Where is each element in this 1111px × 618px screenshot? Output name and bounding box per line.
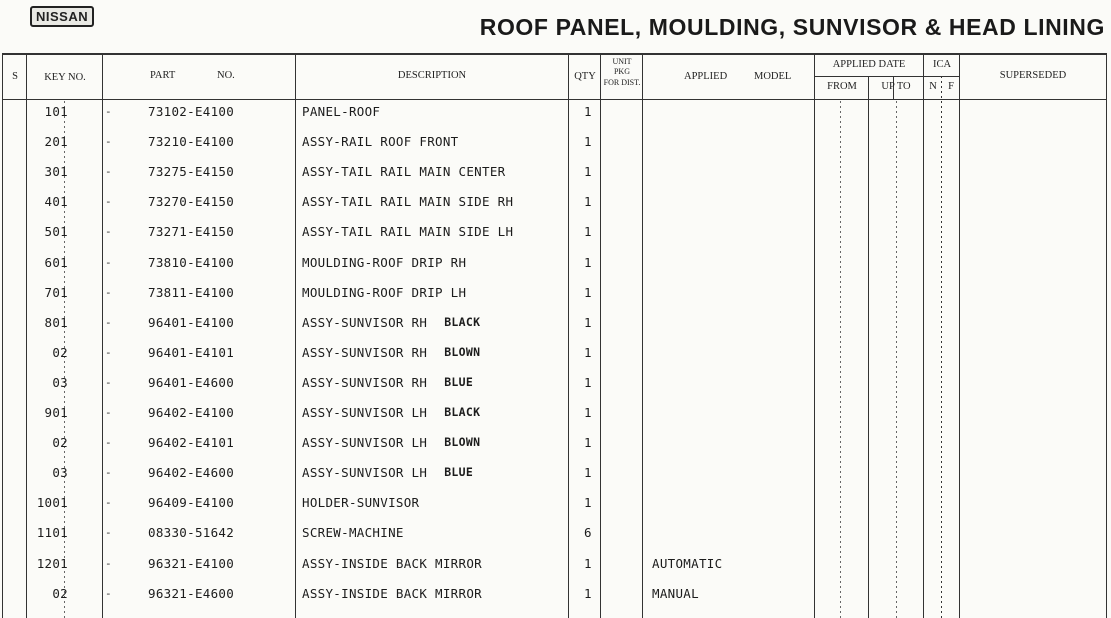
applied-model-cell: MANUAL bbox=[652, 585, 699, 601]
description-cell: ASSY-SUNVISOR RH bbox=[302, 374, 428, 390]
row-marker: - bbox=[105, 406, 112, 419]
qty-cell: 1 bbox=[584, 465, 592, 481]
description-cell: ASSY-TAIL RAIL MAIN CENTER bbox=[302, 164, 506, 180]
col-header-unit: UNIT bbox=[612, 57, 632, 66]
key-no-cell: 701 bbox=[44, 284, 68, 300]
description-cell: ASSY-TAIL RAIL MAIN SIDE RH bbox=[302, 194, 514, 210]
qty-cell: 1 bbox=[584, 164, 592, 180]
qty-cell: 1 bbox=[584, 254, 592, 270]
row-marker: - bbox=[105, 255, 112, 269]
key-no-cell: 03 bbox=[52, 465, 68, 481]
description-cell: ASSY-SUNVISOR RH bbox=[302, 344, 428, 360]
col-header-key-no: KEY NO. bbox=[44, 72, 86, 83]
col-header-description: DESCRIPTION bbox=[397, 70, 467, 81]
col-header-part-no: NO. bbox=[217, 70, 235, 81]
description-cell: ASSY-SUNVISOR RH bbox=[302, 314, 428, 330]
row-marker: - bbox=[105, 556, 112, 570]
row-marker: - bbox=[105, 225, 112, 239]
col-header-qty: QTY bbox=[574, 71, 596, 82]
row-marker: - bbox=[105, 285, 112, 299]
applied-model-cell: AUTOMATIC bbox=[652, 555, 723, 571]
qty-cell: 1 bbox=[584, 585, 592, 601]
description-color-cell: BLACK bbox=[444, 405, 481, 419]
description-cell: MOULDING-ROOF DRIP LH bbox=[302, 284, 467, 300]
part-no-cell: 73102-E4100 bbox=[148, 104, 235, 119]
part-no-cell: 73275-E4150 bbox=[148, 164, 235, 180]
part-no-cell: 73270-E4150 bbox=[148, 194, 235, 210]
qty-cell: 1 bbox=[584, 134, 592, 150]
col-header-pkg: PKG bbox=[613, 67, 630, 76]
col-header-applied: APPLIED bbox=[684, 71, 728, 82]
key-no-cell: 301 bbox=[44, 164, 68, 180]
description-color-cell: BLACK bbox=[444, 314, 481, 329]
col-header-ica: ICA bbox=[932, 59, 952, 70]
col-header-up-to: UP TO bbox=[881, 81, 911, 92]
description-cell: ASSY-INSIDE BACK MIRROR bbox=[302, 585, 482, 601]
description-cell: ASSY-SUNVISOR LH bbox=[302, 405, 428, 420]
description-color-cell: BLOWN bbox=[444, 344, 481, 359]
part-no-cell: 08330-51642 bbox=[148, 525, 235, 541]
row-marker: - bbox=[105, 375, 112, 389]
row-marker: - bbox=[105, 496, 112, 510]
description-cell: MOULDING-ROOF DRIP RH bbox=[302, 254, 467, 270]
description-cell: ASSY-SUNVISOR LH bbox=[302, 435, 428, 451]
description-cell: ASSY-INSIDE BACK MIRROR bbox=[302, 555, 482, 571]
part-no-cell: 73210-E4100 bbox=[148, 134, 235, 150]
part-no-cell: 96401-E4100 bbox=[148, 314, 235, 330]
row-marker: - bbox=[105, 195, 112, 209]
col-header-part: PART bbox=[150, 70, 176, 81]
description-color-cell: BLUE bbox=[444, 465, 474, 480]
qty-cell: 1 bbox=[584, 374, 592, 390]
description-color-cell: BLOWN bbox=[444, 435, 481, 450]
key-no-cell: 101 bbox=[44, 104, 68, 119]
key-no-cell: 1001 bbox=[36, 495, 68, 511]
qty-cell: 6 bbox=[584, 525, 592, 541]
row-marker: - bbox=[105, 105, 112, 118]
qty-cell: 1 bbox=[584, 284, 592, 300]
col-header-s: S bbox=[12, 71, 18, 82]
part-no-cell: 73811-E4100 bbox=[148, 284, 235, 300]
col-header-from: FROM bbox=[827, 81, 857, 92]
part-no-cell: 96401-E4600 bbox=[148, 374, 235, 390]
key-no-cell: 601 bbox=[44, 254, 68, 270]
part-no-cell: 96321-E4600 bbox=[148, 585, 235, 601]
row-marker: - bbox=[105, 345, 112, 359]
col-header-ica-n: N bbox=[929, 81, 937, 92]
key-no-cell: 901 bbox=[44, 405, 68, 420]
part-no-cell: 96402-E4101 bbox=[148, 435, 235, 451]
key-no-cell: 1101 bbox=[36, 525, 68, 541]
qty-cell: 1 bbox=[584, 495, 592, 511]
row-marker: - bbox=[105, 315, 112, 329]
parts-table bbox=[2, 53, 1107, 618]
part-no-cell: 96402-E4100 bbox=[148, 405, 235, 420]
description-color-cell: BLUE bbox=[444, 374, 474, 389]
qty-cell: 1 bbox=[584, 314, 592, 330]
col-header-applied-date: APPLIED DATE bbox=[832, 59, 906, 70]
part-no-cell: 96321-E4100 bbox=[148, 555, 235, 571]
page-title: ROOF PANEL, MOULDING, SUNVISOR & HEAD LINING bbox=[479, 14, 1105, 40]
key-no-cell: 02 bbox=[52, 435, 68, 451]
col-header-superseded: SUPERSEDED bbox=[999, 70, 1067, 81]
qty-cell: 1 bbox=[584, 104, 592, 119]
part-no-cell: 96402-E4600 bbox=[148, 465, 235, 481]
key-no-cell: 02 bbox=[52, 585, 68, 601]
description-cell: ASSY-SUNVISOR LH bbox=[302, 465, 428, 481]
part-no-cell: 96409-E4100 bbox=[148, 495, 235, 511]
qty-cell: 1 bbox=[584, 224, 592, 240]
description-cell: ASSY-TAIL RAIL MAIN SIDE LH bbox=[302, 224, 514, 240]
row-marker: - bbox=[105, 526, 112, 540]
col-header-model: MODEL bbox=[754, 71, 792, 82]
description-cell: SCREW-MACHINE bbox=[302, 525, 404, 541]
description-cell: PANEL-ROOF bbox=[302, 104, 381, 119]
qty-cell: 1 bbox=[584, 194, 592, 210]
description-cell: ASSY-RAIL ROOF FRONT bbox=[302, 134, 459, 150]
key-no-cell: 1201 bbox=[36, 555, 68, 571]
key-no-cell: 03 bbox=[52, 374, 68, 390]
key-no-cell: 02 bbox=[52, 344, 68, 360]
row-marker: - bbox=[105, 436, 112, 450]
qty-cell: 1 bbox=[584, 344, 592, 360]
key-no-cell: 801 bbox=[44, 314, 68, 330]
qty-cell: 1 bbox=[584, 405, 592, 420]
key-no-cell: 201 bbox=[44, 134, 68, 150]
part-no-cell: 73810-E4100 bbox=[148, 254, 235, 270]
qty-cell: 1 bbox=[584, 435, 592, 451]
qty-cell: 1 bbox=[584, 555, 592, 571]
key-no-cell: 401 bbox=[44, 194, 68, 210]
description-cell: HOLDER-SUNVISOR bbox=[302, 495, 420, 511]
col-header-ica-f: F bbox=[948, 81, 954, 92]
key-no-cell: 501 bbox=[44, 224, 68, 240]
row-marker: - bbox=[105, 135, 112, 149]
row-marker: - bbox=[105, 165, 112, 179]
row-marker: - bbox=[105, 466, 112, 480]
part-no-cell: 73271-E4150 bbox=[148, 224, 235, 240]
nissan-logo: NISSAN bbox=[30, 6, 94, 27]
row-marker: - bbox=[105, 586, 112, 600]
col-header-for-dist: FOR DIST. bbox=[603, 78, 641, 87]
part-no-cell: 96401-E4101 bbox=[148, 344, 235, 360]
